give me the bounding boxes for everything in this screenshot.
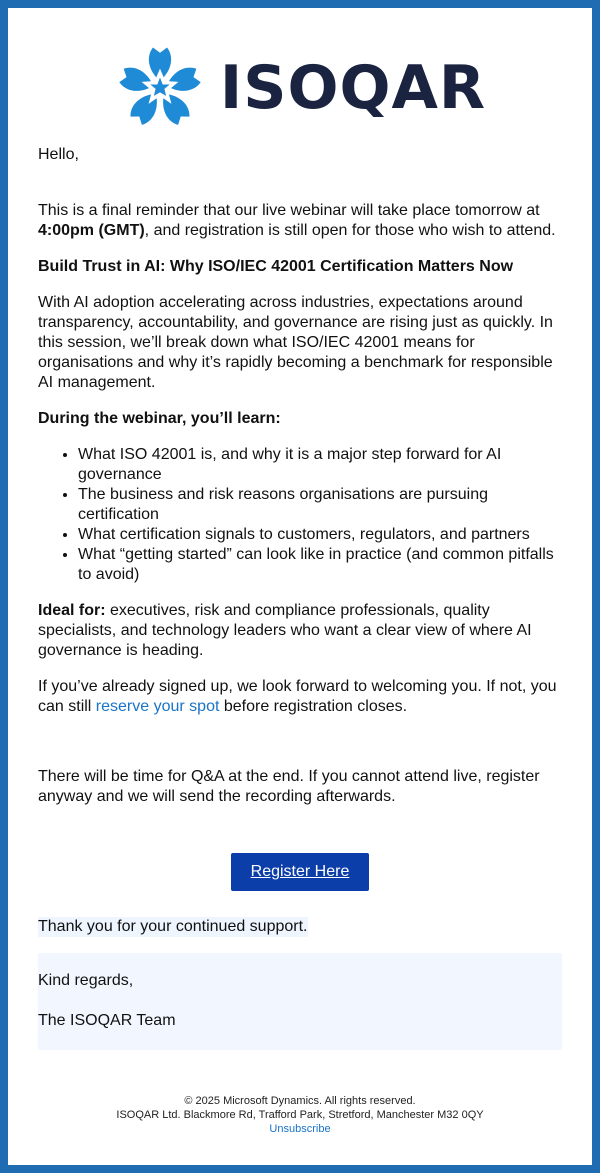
unsubscribe-link[interactable]: Unsubscribe xyxy=(269,1123,331,1135)
signup-text-end: before registration closes. xyxy=(219,698,408,715)
list-item: • The business and risk reasons organisations are pursuing certification xyxy=(78,485,562,525)
webinar-description: With AI adoption accelerating across industries, expectations around transparency, accountability, and governance are rising just as quickly. In this session, we’ll break down what ISO/IEC 42001 means for organisations and why it’s rapidly becoming a benchmark for responsible AI management. xyxy=(38,294,553,391)
qa-paragraph: There will be time for Q&A at the end. If you cannot attend live, register anyway and we will send the recording afterwards. xyxy=(38,768,540,805)
intro-time: 4:00pm (GMT) xyxy=(38,222,145,239)
webinar-title: Build Trust in AI: Why ISO/IEC 42001 Certification Matters Now xyxy=(38,258,514,275)
intro-text-end: , and registration is still open for those who wish to attend. xyxy=(144,222,556,239)
star-flower-logo-icon xyxy=(114,44,206,132)
greeting: Hello, xyxy=(38,146,79,163)
company-address: ISOQAR Ltd. Blackmore Rd, Trafford Park, Stretford, Manchester M32 0QY xyxy=(116,1109,484,1121)
list-item: • What certification signals to customers, regulators, and partners xyxy=(78,525,562,545)
signup-text-start: If you’ve already signed up, we look forward to welcoming you. If not, you can still xyxy=(38,678,557,715)
register-button[interactable]: Register Here xyxy=(231,853,370,891)
regards-text: Kind regards, xyxy=(38,972,134,989)
button-row xyxy=(38,853,562,891)
email-body xyxy=(38,145,562,1050)
learn-list xyxy=(38,445,562,585)
signoff-block xyxy=(38,953,562,1050)
ideal-for-paragraph xyxy=(38,601,562,661)
list-item: • What “getting started” can look like in practice (and common pitfalls to avoid) xyxy=(78,545,562,585)
email-footer xyxy=(8,1094,592,1136)
copyright-text: © 2025 Microsoft Dynamics. All rights reserved. xyxy=(184,1095,416,1107)
brand-name: ISOQAR xyxy=(219,53,487,123)
learn-heading: During the webinar, you’ll learn: xyxy=(38,410,281,427)
brand-logo xyxy=(8,38,592,138)
ideal-for-label: Ideal for: xyxy=(38,602,106,619)
signup-paragraph xyxy=(38,677,562,717)
email-frame xyxy=(8,8,592,1165)
team-signature: The ISOQAR Team xyxy=(38,1012,176,1029)
intro-paragraph xyxy=(38,201,562,241)
list-item: • What ISO 42001 is, and why it is a major step forward for AI governance xyxy=(78,445,562,485)
intro-text-start: This is a final reminder that our live webinar will take place tomorrow at xyxy=(38,202,540,219)
ideal-for-text: executives, risk and compliance professionals, quality specialists, and technology leaders who want a clear view of where AI governance is heading. xyxy=(38,602,532,659)
reserve-spot-link[interactable]: reserve your spot xyxy=(95,698,220,715)
thanks-line: Thank you for your continued support. xyxy=(38,918,308,935)
